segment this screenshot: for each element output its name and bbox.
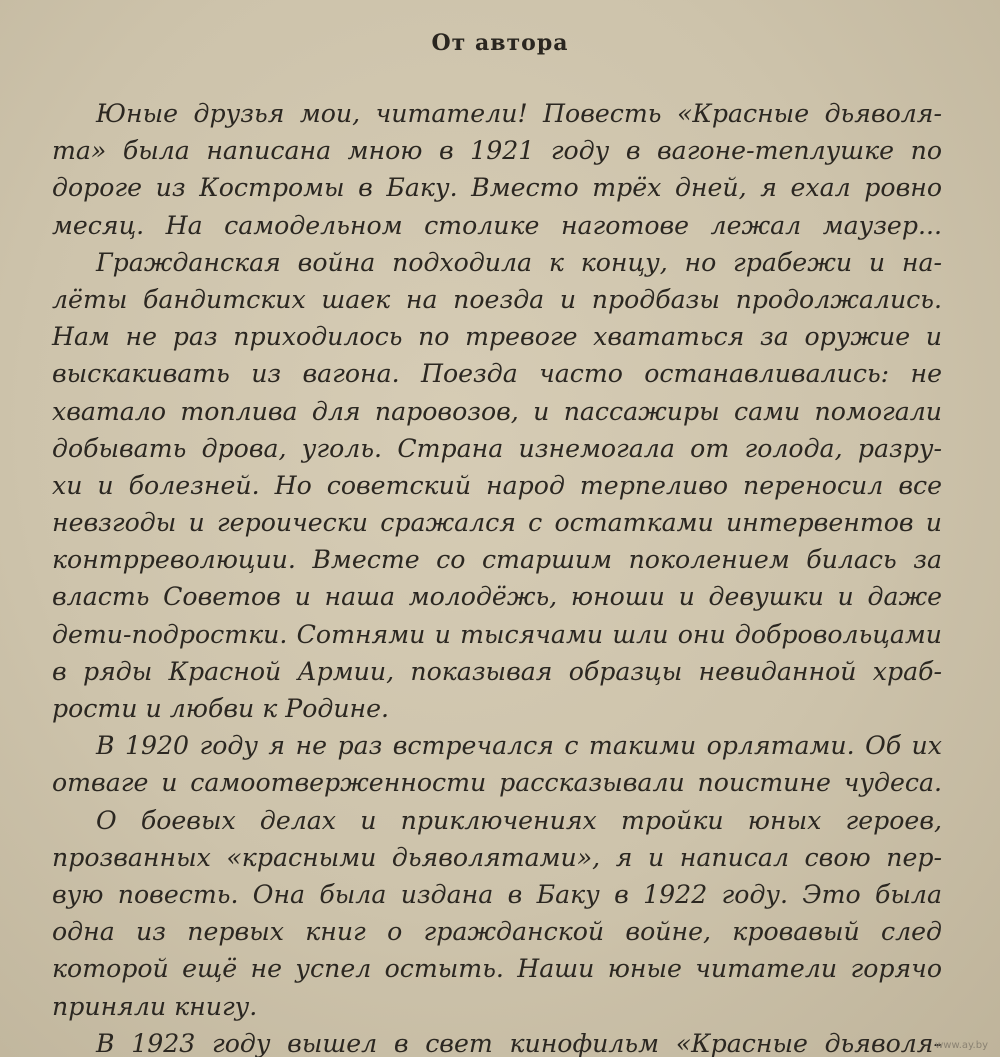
text-line: отваге и самоотверженности рассказывали поистине чудеса. bbox=[52, 768, 942, 798]
page-heading: От автора bbox=[431, 30, 569, 56]
text-line: лёты бандитских шаек на поезда и продбазы продолжались. bbox=[52, 284, 942, 314]
text-line: выскакивать из вагона. Поезда часто останавливались: не bbox=[52, 359, 942, 389]
text-line: рости и любви к Родине. bbox=[52, 694, 390, 723]
text-line: в ряды Красной Армии, показывая образцы невиданной храб- bbox=[52, 656, 942, 686]
text-line: вую повесть. Она была издана в Баку в 1922 году. Это была bbox=[52, 879, 942, 909]
text-line: Нам не раз приходилось по тревоге хвататься за оружие и bbox=[52, 322, 942, 352]
text-line: приняли книгу. bbox=[52, 991, 258, 1021]
text-line: которой ещё не успел остыть. Наши юные читатели горячо bbox=[52, 954, 942, 984]
text-line: Юные друзья мои, читатели! Повесть «Красные дьяволя- bbox=[96, 99, 942, 128]
text-line: месяц. На самодельном столике наготове лежал маузер... bbox=[52, 210, 942, 240]
text-line: дети-подростки. Сотнями и тысячами шли они добровольцами bbox=[52, 619, 942, 649]
text-line: одна из первых книг о гражданской войне, кровавый след bbox=[52, 917, 942, 947]
page-body-text bbox=[52, 95, 942, 1057]
text-line: прозванных «красными дьяволятами», я и написал свою пер- bbox=[52, 842, 942, 872]
text-line: хи и болезней. Но советский народ терпеливо переносил все bbox=[52, 470, 942, 500]
watermark: www.ay.by bbox=[935, 1040, 988, 1051]
text-line: хватало топлива для паровозов, и пассажиры сами помогали bbox=[52, 396, 942, 426]
text-line: В 1920 году я не раз встречался с такими орлятами. Об их bbox=[96, 731, 942, 761]
text-line: власть Советов и наша молодёжь, юноши и девушки и даже bbox=[52, 582, 942, 612]
text-line: добывать дрова, уголь. Страна изнемогала от голода, разру- bbox=[52, 433, 942, 463]
text-line: невзгоды и героически сражался с остатками интервентов и bbox=[52, 508, 942, 538]
text-line: контрреволюции. Вместе со старшим поколением билась за bbox=[52, 545, 942, 575]
text-line: В 1923 году вышел в свет кинофильм «Красные дьяволя- bbox=[96, 1028, 942, 1057]
text-line: О боевых делах и приключениях тройки юных героев, bbox=[96, 805, 942, 835]
text-line: Гражданская война подходила к концу, но грабежи и на- bbox=[96, 247, 942, 277]
text-line: дороге из Костромы в Баку. Вместо трёх дней, я ехал ровно bbox=[52, 173, 942, 203]
text-line: та» была написана мною в 1921 году в вагоне-теплушке по bbox=[52, 136, 942, 166]
